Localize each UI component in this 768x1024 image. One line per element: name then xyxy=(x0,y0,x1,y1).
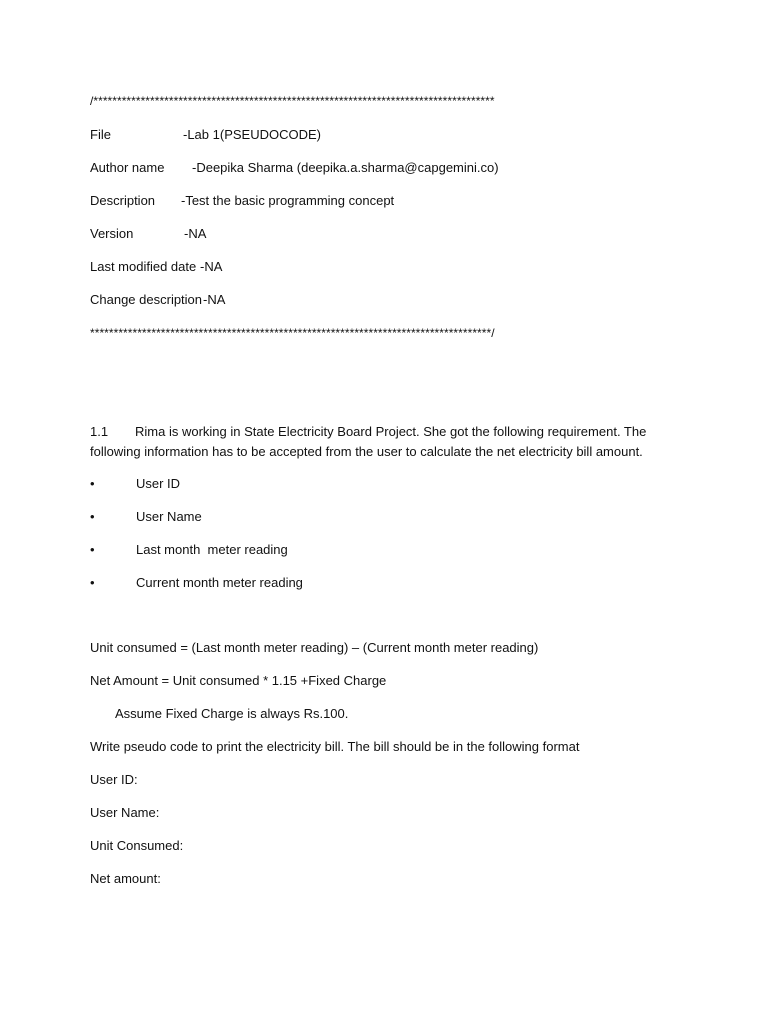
list-item xyxy=(90,575,490,591)
header-field-author xyxy=(90,160,690,176)
header-field-version xyxy=(90,226,690,242)
header-value: -NA xyxy=(184,226,207,241)
task-text: Write pseudo code to print the electricity bill. The bill should be in the following format xyxy=(90,739,580,754)
bullet-icon: • xyxy=(90,542,95,557)
header-label: Author name xyxy=(90,160,165,175)
list-item xyxy=(90,476,490,492)
formula-amount: Net Amount = Unit consumed * 1.15 +Fixed Charge xyxy=(90,673,387,688)
output-field-user-name: User Name: xyxy=(90,805,160,820)
bullet-icon: • xyxy=(90,575,95,590)
header-field-last-modified xyxy=(90,259,690,275)
problem-number: 1.1 xyxy=(90,424,109,439)
list-item xyxy=(90,542,490,558)
input-item-label: Current month meter reading xyxy=(136,575,303,590)
header-label: Version xyxy=(90,226,134,241)
formula-units: Unit consumed = (Last month meter reading) – (Current month meter reading) xyxy=(90,640,539,655)
header-value: -Deepika Sharma (deepika.a.sharma@capgemini.co) xyxy=(192,160,499,175)
output-field-user-id: User ID: xyxy=(90,772,138,787)
list-item xyxy=(90,509,490,525)
input-item-label: User Name xyxy=(136,509,202,524)
header-label: Change description xyxy=(90,292,203,307)
bullet-icon: • xyxy=(90,509,95,524)
comment-close-rule: *************************************************************************************/ xyxy=(90,326,495,340)
input-item-label: User ID xyxy=(136,476,181,491)
output-field-unit-consumed: Unit Consumed: xyxy=(90,838,184,853)
header-field-description xyxy=(90,193,690,209)
assumption-text: Assume Fixed Charge is always Rs.100. xyxy=(115,706,349,721)
input-item-label: Last month meter reading xyxy=(136,542,288,557)
header-value: -NA xyxy=(200,259,223,274)
header-value: -Test the basic programming concept xyxy=(181,193,395,208)
problem-intro-text: Rima is working in State Electricity Board Project. She got the following requirement. The following information has to be accepted from the user to calculate the net electricity bill amount. xyxy=(90,424,647,459)
header-value: -NA xyxy=(203,292,226,307)
bullet-icon: • xyxy=(90,476,95,491)
header-value: -Lab 1(PSEUDOCODE) xyxy=(183,127,321,142)
header-label: Description xyxy=(90,193,156,208)
header-field-file xyxy=(90,127,690,143)
problem-intro xyxy=(90,422,650,462)
comment-open-rule: /************************************************************************************* xyxy=(90,94,495,108)
header-label: Last modified date xyxy=(90,259,197,274)
header-field-change-description xyxy=(90,292,690,308)
header-label: File xyxy=(90,127,111,142)
output-field-net-amount: Net amount: xyxy=(90,871,161,886)
